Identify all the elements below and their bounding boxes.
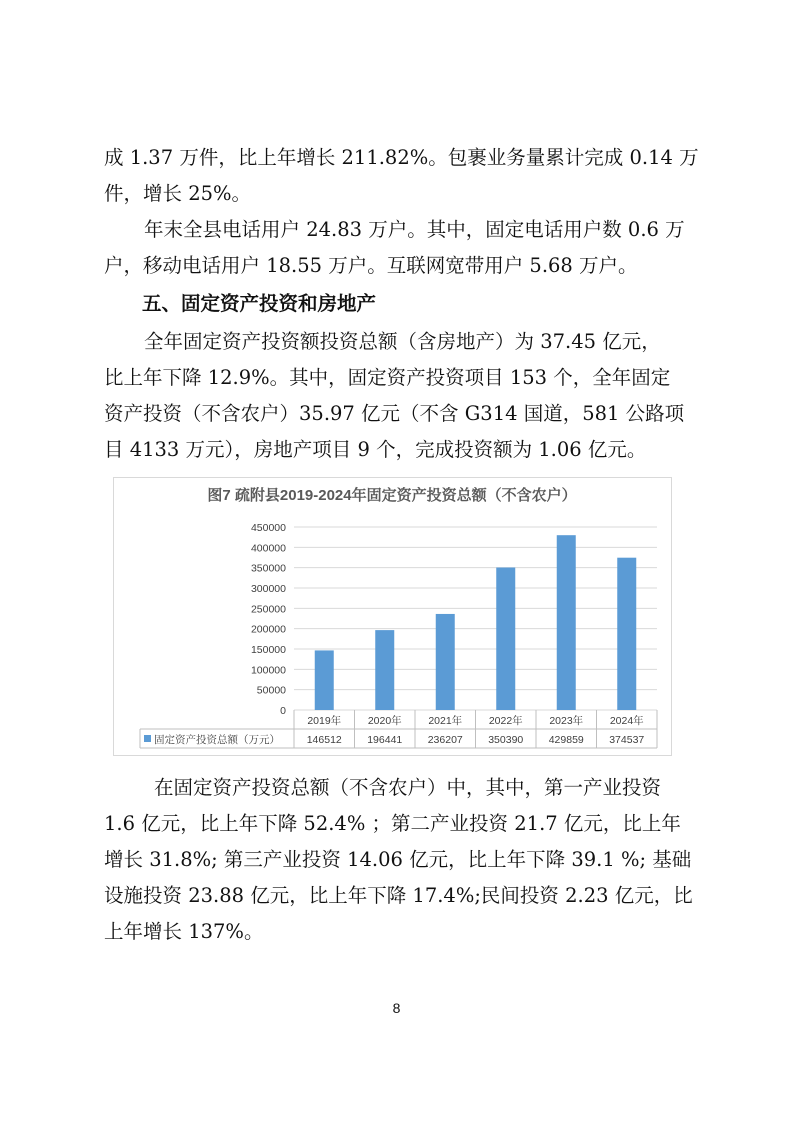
text-line: 1.6 亿元，比上年下降 52.4% ；第二产业投资 21.7 亿元，比上年 bbox=[104, 812, 681, 835]
text-line: 成 1.37 万件，比上年增长 211.82%。包裹业务量累计完成 0.14 万 bbox=[104, 146, 699, 169]
data-label: 236207 bbox=[427, 734, 463, 746]
x-tick-label: 2020年 bbox=[367, 715, 402, 727]
bar-chart bbox=[114, 478, 671, 755]
text-line: 上年增长 137%。 bbox=[104, 920, 264, 943]
bar bbox=[496, 568, 515, 710]
x-tick-label: 2021年 bbox=[428, 715, 463, 727]
x-tick-label: 2022年 bbox=[488, 715, 523, 727]
bar bbox=[375, 630, 394, 710]
y-tick-label: 50000 bbox=[256, 684, 286, 697]
text-line: 设施投资 23.88 亿元，比上年下降 17.4%;民间投资 2.23 亿元，比 bbox=[104, 884, 693, 907]
y-tick-label: 0 bbox=[280, 705, 286, 717]
page-number: 8 bbox=[392, 1000, 401, 1016]
section-heading: 五、固定资产投资和房地产 bbox=[142, 292, 377, 315]
y-tick-label: 300000 bbox=[250, 583, 286, 595]
x-tick-label: 2019年 bbox=[307, 715, 342, 727]
x-tick-label: 2024年 bbox=[609, 715, 644, 727]
y-tick-label: 400000 bbox=[250, 542, 286, 555]
text-line: 资产投资（不含农户）35.97 亿元（不含 G314 国道，581 公路项 bbox=[104, 402, 685, 425]
paragraph-postal bbox=[104, 140, 704, 212]
data-label: 196441 bbox=[367, 734, 403, 746]
y-tick-label: 450000 bbox=[250, 522, 286, 534]
chart-container bbox=[113, 477, 672, 756]
bar bbox=[557, 535, 576, 710]
text-line: 目 4133 万元），房地产项目 9 个，完成投资额为 1.06 亿元。 bbox=[104, 438, 647, 461]
text-line: 增长 31.8%; 第三产业投资 14.06 亿元，比上年下降 39.1 %; 基础 bbox=[104, 848, 692, 871]
data-label: 374537 bbox=[609, 734, 645, 746]
y-tick-label: 350000 bbox=[250, 562, 286, 575]
text-line: 户，移动电话用户 18.55 万户。互联网宽带用户 5.68 万户。 bbox=[104, 254, 638, 277]
text-line: 件，增长 25%。 bbox=[104, 182, 252, 205]
paragraph-telephone bbox=[104, 212, 704, 284]
data-label: 350390 bbox=[488, 734, 524, 746]
text-line: 全年固定资产投资额投资总额（含房地产）为 37.45 亿元， bbox=[144, 330, 661, 353]
text-line: 比上年下降 12.9%。其中，固定资产投资项目 153 个，全年固定 bbox=[104, 366, 671, 389]
y-tick-label: 100000 bbox=[250, 664, 286, 677]
bar bbox=[315, 650, 334, 710]
data-label: 146512 bbox=[306, 734, 342, 746]
x-tick-label: 2023年 bbox=[549, 715, 584, 727]
bar bbox=[617, 558, 636, 710]
y-tick-label: 150000 bbox=[250, 644, 286, 656]
bar bbox=[436, 614, 455, 710]
y-tick-label: 200000 bbox=[250, 623, 286, 636]
text-line: 年末全县电话用户 24.83 万户。其中，固定电话用户数 0.6 万 bbox=[144, 218, 685, 241]
legend-label: 固定资产投资总额（万元） bbox=[154, 734, 280, 746]
text-line: 在固定资产投资总额（不含农户）中，其中，第一产业投资 bbox=[154, 776, 662, 799]
data-label: 429859 bbox=[548, 734, 584, 746]
legend-swatch bbox=[144, 735, 151, 742]
paragraph-industry bbox=[104, 770, 704, 950]
y-tick-label: 250000 bbox=[250, 603, 286, 616]
chart-title: 图7 疏附县2019-2024年固定资产投资总额（不含农户） bbox=[207, 487, 577, 504]
paragraph-investment bbox=[104, 324, 704, 468]
